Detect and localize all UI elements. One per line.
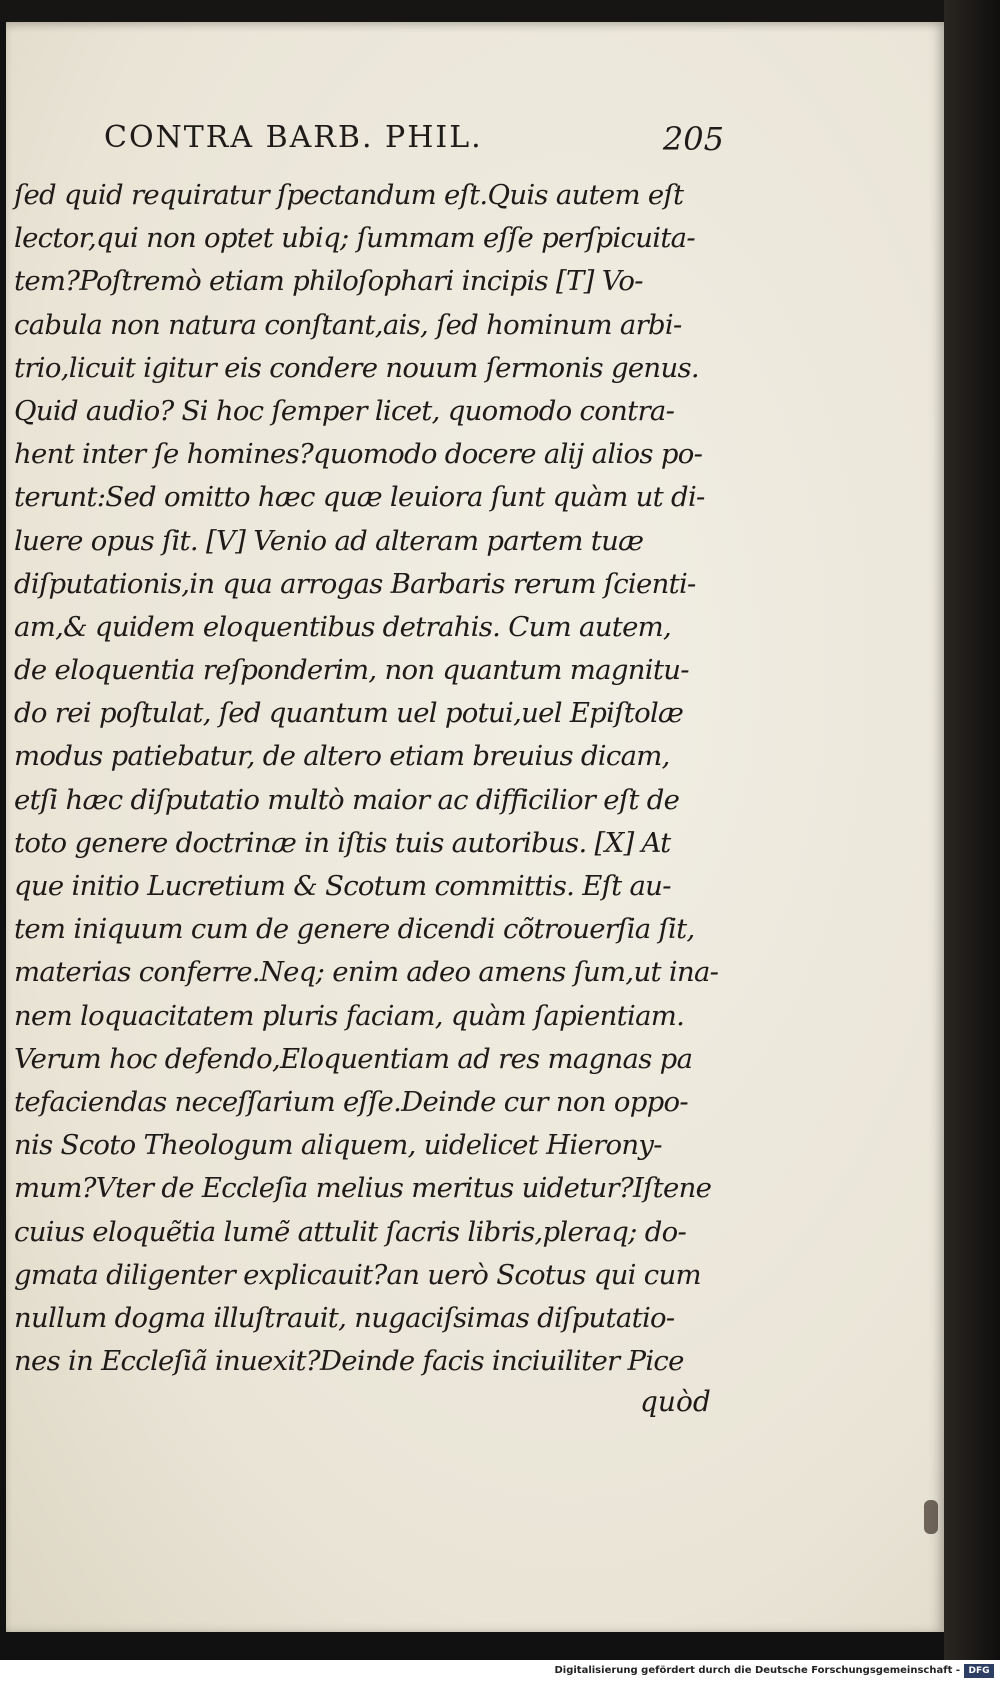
text-line: lector,qui non optet ubiq; ſummam eſſe perſpicuita- [14,222,695,255]
text-line: nis Scoto Theologum aliquem, uidelicet Hierony- [14,1129,662,1162]
text-line: nes in Eccleſiã inuexit?Deinde facis inciuiliter Pice [14,1345,684,1378]
text-line: nullum dogma illuſtrauit, nugaciſsimas diſputatio- [14,1301,675,1334]
footer-credit: Digitalisierung gefördert durch die Deutsche Forschungsgemeinschaft - [554,1665,960,1676]
text-line: cabula non natura conſtant,ais, ſed hominum arbi- [14,308,682,341]
text-line: Verum hoc defendo,Eloquentiam ad res magnas pa [14,1042,693,1075]
dfg-logo: DFG [964,1664,994,1678]
text-line: cuius eloquẽtia lumẽ attulit ſacris libris,pleraq; do- [14,1215,687,1248]
text-line: etſi hæc diſputatio multò maior ac difficilior eſt de [14,783,680,816]
text-line: Quid audio? Si hoc ſemper licet, quomodo contra- [14,394,675,427]
text-line: am,& quidem eloquentibus detrahis. Cum autem, [14,610,672,643]
text-line: de eloquentia reſponderim, non quantum magnitu- [14,654,689,687]
text-line: tem?Poſtremò etiam philoſophari incipis [T] Vo- [14,265,643,298]
text-line: trio,licuit igitur eis condere nouum ſermonis genus. [14,351,699,384]
text-line: do rei poſtulat, ſed quantum uel potui,uel Epiſtolæ [14,697,684,730]
text-line: ſed quid requiratur ſpectandum eſt.Quis autem eſt [14,179,684,211]
footer-bar [0,1660,1000,1683]
text-line: materias conferre.Neq; enim adeo amens ſum,ut ina- [14,956,719,989]
text-line: mum?Vter de Eccleſia melius meritus uidetur?Iſtene [14,1172,712,1205]
page-number: 205 [662,120,724,158]
text-line: tem iniquum cum de genere dicendi cõtrouerſia ſit, [14,913,695,946]
text-line: hent inter ſe homines?quomodo docere alij alios po- [14,438,703,471]
text-line: nem loquacitatem pluris faciam, quàm ſapientiam. [14,999,685,1032]
scan-top-edge [0,0,1000,22]
page-header [104,116,724,168]
body-text [14,174,719,1383]
text-line: diſputationis,in qua arrogas Barbaris rerum ſcienti- [14,567,696,600]
page-stain [924,1500,938,1534]
text-line: luere opus ſit. [V] Venio ad alteram partem tuæ [14,524,644,557]
running-title: CONTRA BARB. PHIL. [104,120,483,155]
book-spine-edge [944,0,1000,1660]
text-line: terunt:Sed omitto hæc quæ leuiora ſunt quàm ut di- [14,481,705,514]
catchword: quòd [640,1385,711,1418]
text-line: tefaciendas neceſſarium eſſe.Deinde cur non oppo- [14,1085,688,1118]
text-line: gmata diligenter explicauit?an uerò Scotus qui cum [14,1258,701,1291]
text-line: que initio Lucretium & Scotum committis. Eſt au- [14,870,671,902]
text-line: toto genere doctrinæ in iſtis tuis autoribus. [X] At [14,826,671,859]
text-line: modus patiebatur, de altero etiam breuius dicam, [14,740,670,773]
